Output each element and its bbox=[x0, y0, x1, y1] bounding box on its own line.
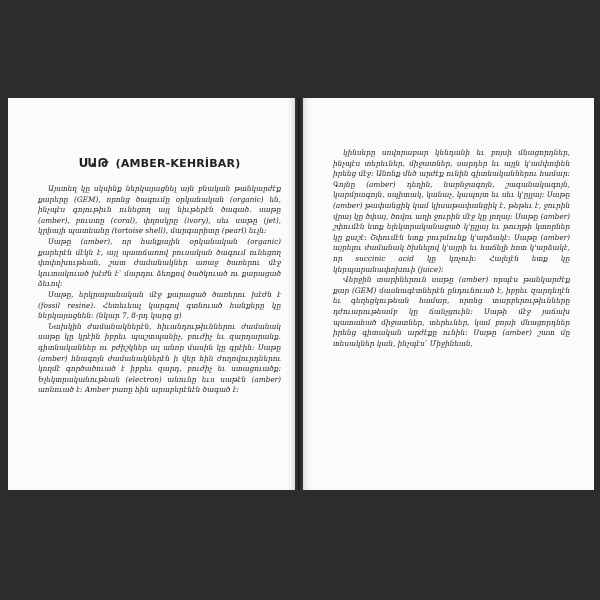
paragraph: Սաթը, երկրաբանական մէջ քարացած ծառերու խէժն է (fossil resine). Հետեւեալ կարգով գտնուած հանքերը կը ներկայացնեն։ (նկար 7, 8-րդ կարգ ց) bbox=[38, 289, 281, 321]
book-gutter bbox=[295, 98, 303, 490]
page-title bbox=[38, 156, 281, 170]
paragraph: Նախկին ժամանակներէն, հիւանդութիւններու ժամանակ սաթը կը կրէին իբրեւ պաշտպանիչ, բուժիչ եւ զարդարանք. գիտնականներ ու բժիշկներ ալ անոր մասին կը գրէին։ Սաթը (amber) հնագոյն ժամանակներէն ի վեր հին ժողովուրդներու կողմէ գործածուած է իբրեւ զարդ, բուժիչ եւ ստացուածք։ Ելեկտրականութեան (electron) անունը եւս սաթէն (amber) առնուած է։ Amber բառը հին արաբերէնէն ծագած է։ bbox=[38, 321, 281, 395]
paragraph: Սաթը (amber), որ հանքային օրկանական (organic) քարերէն մէկն է, այլ պատճառով բուսական ծագում ունեցող փոփոխութեան, շատ ժամանակներ առաջ ծառերու մէջ կուտակուած խէժն է՝ մարդու ձեռքով ծածկուած ու քարացած ձեւով։ bbox=[38, 236, 281, 289]
title-armenian: ՍԱԹ bbox=[78, 156, 109, 170]
left-page bbox=[8, 98, 295, 490]
right-page bbox=[303, 98, 594, 490]
title-latin: (AMBER-KEHRİBAR) bbox=[115, 157, 241, 170]
paragraph: Վերջին տարիներուն սաթը (amber) որպէս թանկարժէք քար (GEM) մասնագէտներէն ընդունուած է, իբրեւ զարդեղէն եւ գեղեցկութեան համար, որոնց տարբերութիւնները դժուարութեամբ կը ճանչցուին։ Սաթի մէջ յաճախ պատահած միջատներ, տերեւներ, կամ բոյսի մնացորդներ իրենց գիտական արժէքը ունին։ Սաթը (amber) շատ մը տեսակներ կան, ինչպէս՝ Միջինեան, bbox=[333, 275, 570, 348]
paragraph: կինսերը սովորաբար կենդանի եւ բոյսի մնացորդներ, ինչպէս տերեւներ, միջատներ, սարդեր եւ այլն կ'ամփոփեն իրենց մէջ։ Անոնք մեծ արժէք ունին գիտնականներու համար։ Գոյնը (amber) դեղին, նարնջագոյն, շագանակագոյն, կարմրագոյն, սպիտակ, կանաչ, կապոյտ եւ սեւ կ'ըլլայ։ Սաթը (amber) թափանցիկ կամ կիսաթափանցիկ է, թեթեւ է, ջուրին վրայ կը ծփայ, ծովու աղի ջուրին մէջ կը լողայ։ Սաթը (amber) շփումէն ետք ելեկտրականացած կ'ըլլայ եւ թուղթի կտորներ կը քաշէ։ Շփումէն ետք բուրմունք կ'արձակէ։ Սաթը (amber) այրելու ժամանակ ծխնելով կ'այրի եւ հաճելի հոտ կ'արձակէ, որ succinic acid կը կոչուի։ Հալելէն ետք կը կերպարանափոխուի (juice)։ bbox=[333, 148, 570, 274]
paragraph: Այստեղ կը սկսինք ներկայացնել այն բնական թանկարժէք քարերը (GEM), որոնց ծագումը օրկանական (organic) են, ինչպէս գոյութիւն ունեցող այլ նիւթերէն ծագած. սաթը (amber), բուստը (coral), փղոսկրը (ivory), սեւ սաթը (jet), կրիայի պատեանը (tortoise shell), մարգարիտը (pearl) եւլն։ bbox=[38, 184, 281, 236]
